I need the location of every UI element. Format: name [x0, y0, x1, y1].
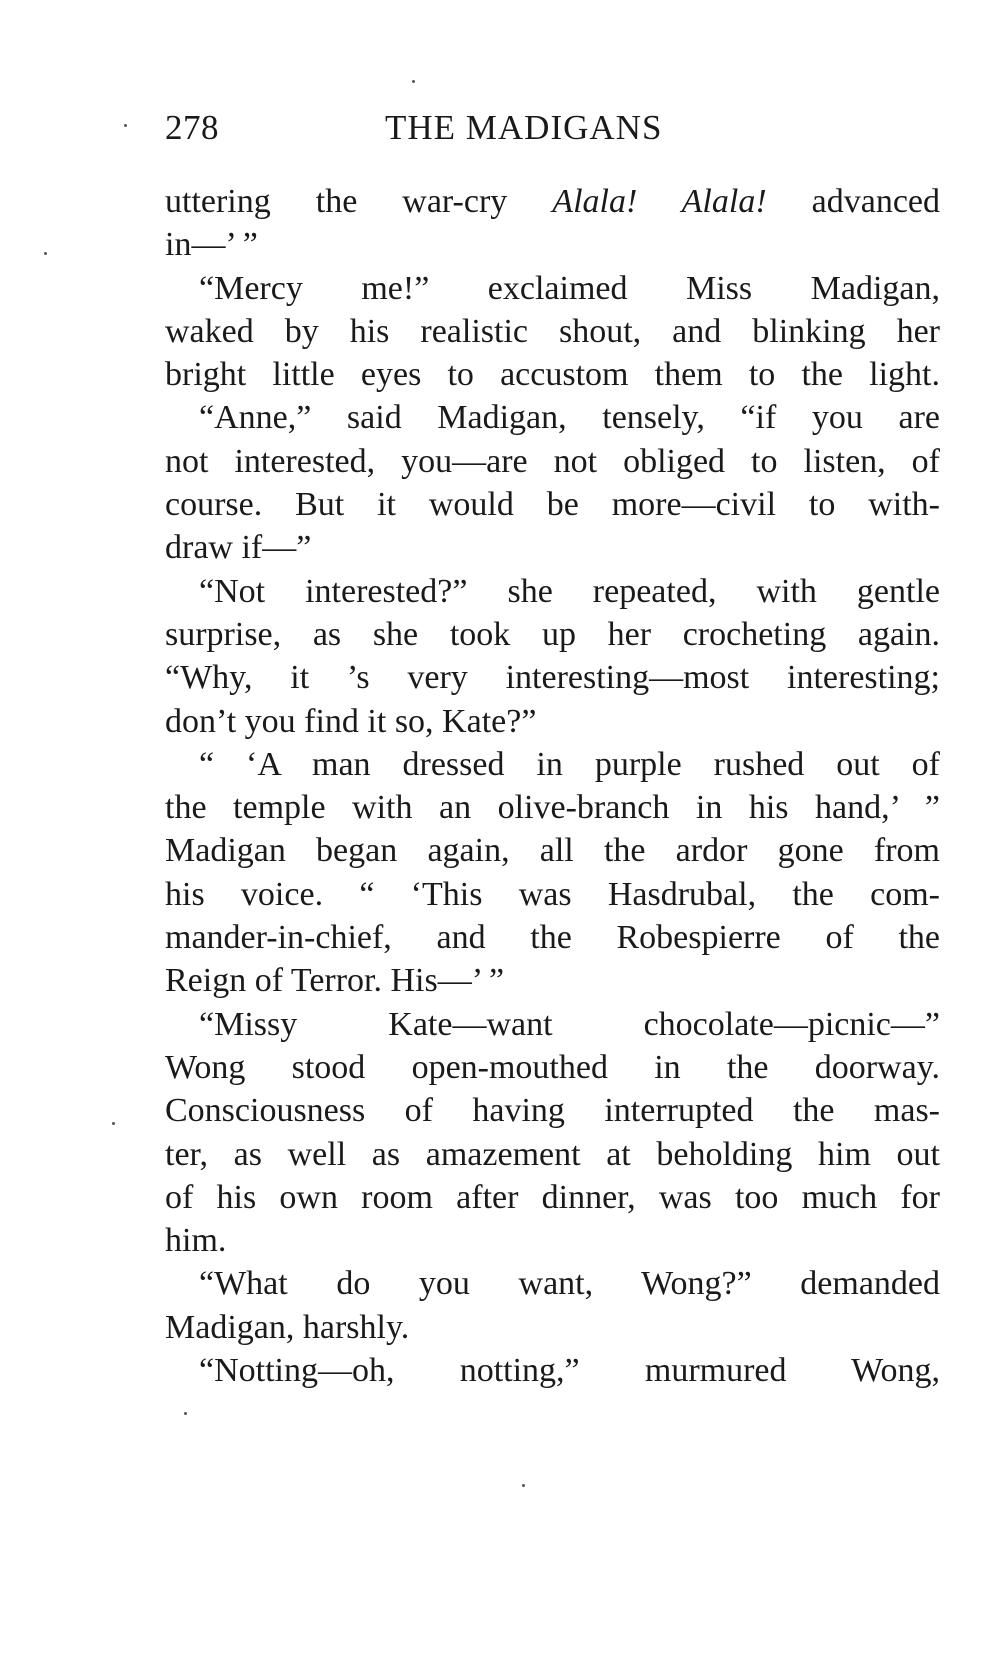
text-line: “Why, it ’s very interesting—most interesting;	[165, 659, 940, 697]
text-line: bright little eyes to accustom them to the light.	[165, 356, 940, 394]
scan-speck	[44, 252, 47, 255]
scan-speck	[184, 1412, 187, 1415]
text-line: in—’ ”	[165, 226, 258, 264]
text-line: Madigan, harshly.	[165, 1308, 410, 1346]
running-title: THE MADIGANS	[385, 108, 663, 147]
text-line: “Mercy me!” exclaimed Miss Madigan,	[199, 269, 940, 307]
text-line: waked by his realistic shout, and blinking her	[165, 312, 940, 350]
scan-speck	[522, 1484, 525, 1487]
scan-speck	[412, 80, 415, 83]
text-line: “ ‘A man dressed in purple rushed out of	[199, 745, 940, 783]
text-line: uttering the war-cry Alala! Alala! advanced	[165, 183, 940, 220]
text-line: not interested, you—are not obliged to listen, of	[165, 442, 940, 480]
italic-war-cry: Alala! Alala!	[552, 183, 767, 220]
text-line: don’t you find it so, Kate?”	[165, 702, 537, 740]
text-line: “Not interested?” she repeated, with gentle	[199, 572, 940, 610]
running-head	[165, 108, 940, 158]
text-line: Wong stood open-mouthed in the doorway.	[165, 1048, 940, 1086]
text-line: his voice. “ ‘This was Hasdrubal, the com-	[165, 875, 940, 913]
text-line: Reign of Terror. His—’ ”	[165, 962, 505, 1000]
text-line: course. But it would be more—civil to with-	[165, 486, 940, 524]
text-line: “What do you want, Wong?” demanded	[199, 1265, 940, 1303]
scan-speck	[124, 124, 127, 127]
text-line: “Anne,” said Madigan, tensely, “if you are	[199, 399, 940, 437]
page-number: 278	[165, 108, 219, 147]
text-line: surprise, as she took up her crocheting again.	[165, 615, 940, 653]
text-line: of his own room after dinner, was too much for	[165, 1178, 940, 1216]
scan-speck	[112, 1122, 115, 1125]
text-line: mander-in-chief, and the Robespierre of the	[165, 919, 940, 957]
text-line: Consciousness of having interrupted the mas-	[165, 1092, 940, 1130]
text-line: “Missy Kate—want chocolate—picnic—”	[199, 1005, 940, 1043]
text-line: “Notting—oh, notting,” murmured Wong,	[199, 1352, 940, 1390]
text-line: Madigan began again, all the ardor gone from	[165, 832, 940, 870]
text-line: ter, as well as amazement at beholding him out	[165, 1135, 940, 1173]
text-line: him.	[165, 1222, 227, 1260]
body-text	[165, 180, 940, 1392]
text-line: the temple with an olive-branch in his hand,’ ”	[165, 789, 940, 827]
text-line: draw if—”	[165, 529, 312, 567]
